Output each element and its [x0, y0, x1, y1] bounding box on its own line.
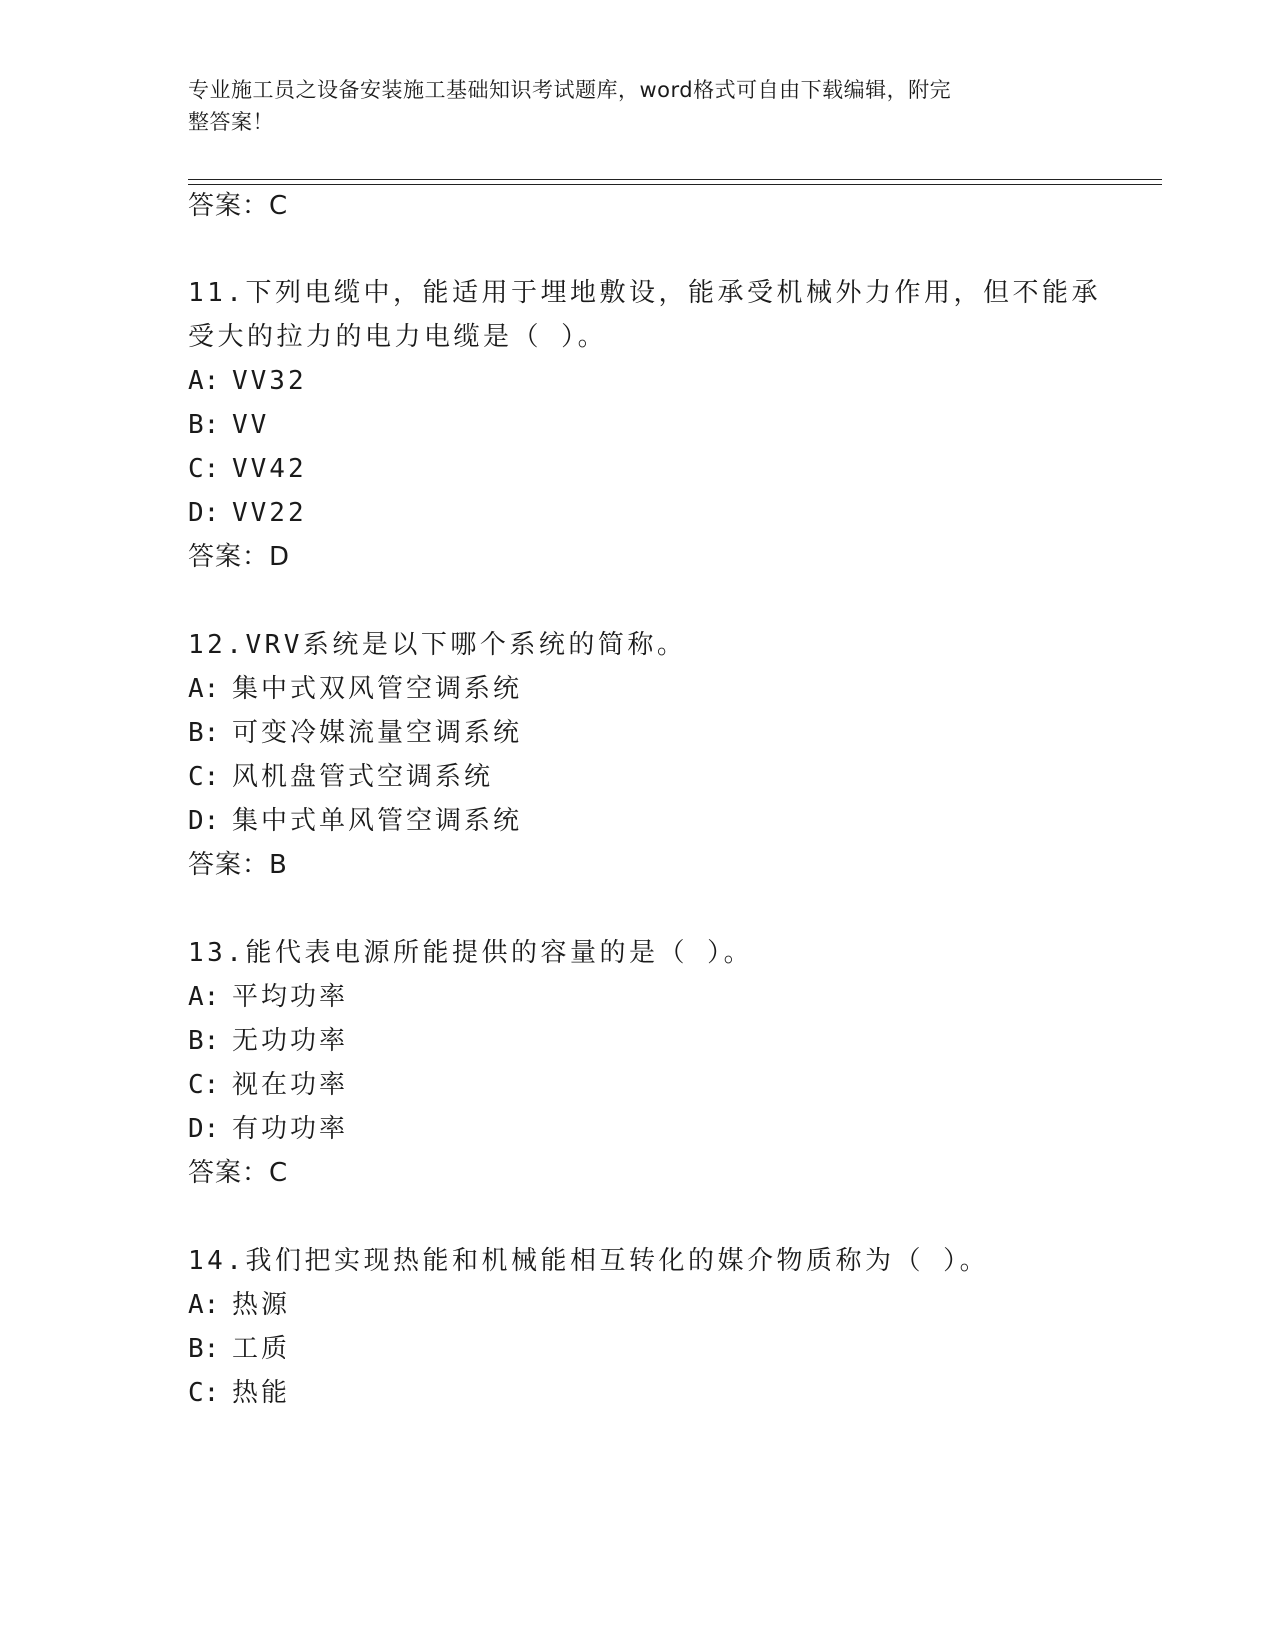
- question-13-option-b: B: 无功功率: [188, 1026, 349, 1056]
- question-14-option-b: B: 工质: [188, 1334, 291, 1364]
- answer-12: 答案：B: [188, 850, 288, 880]
- question-13-option-d: D: 有功功率: [188, 1114, 349, 1144]
- question-13-line-1: 13.能代表电源所能提供的容量的是（ ）。: [188, 938, 754, 968]
- question-11-option-b: B: VV: [188, 410, 270, 440]
- question-12-line-1: 12.VRV系统是以下哪个系统的简称。: [188, 630, 687, 660]
- answer-11: 答案：D: [188, 542, 291, 572]
- question-14-line-1: 14.我们把实现热能和机械能相互转化的媒介物质称为（ ）。: [188, 1246, 990, 1276]
- question-13-option-c: C: 视在功率: [188, 1070, 349, 1100]
- question-14-option-c: C: 热能: [188, 1378, 291, 1408]
- question-12-option-a: A: 集中式双风管空调系统: [188, 674, 523, 704]
- question-12-option-d: D: 集中式单风管空调系统: [188, 806, 523, 836]
- question-12-option-c: C: 风机盘管式空调系统: [188, 762, 494, 792]
- question-11-option-d: D: VV22: [188, 498, 307, 528]
- question-11-option-c: C: VV42: [188, 454, 307, 484]
- document-header: [188, 74, 1078, 138]
- question-14-option-a: A: 热源: [188, 1290, 291, 1320]
- header-line-2: 整答案！: [188, 110, 274, 134]
- header-divider-bottom: [188, 184, 1162, 185]
- answer-10: 答案：C: [188, 191, 289, 221]
- header-divider-top: [188, 179, 1162, 180]
- question-13-option-a: A: 平均功率: [188, 982, 349, 1012]
- header-line-1: 专业施工员之设备安装施工基础知识考试题库，word格式可自由下载编辑，附完: [188, 78, 952, 102]
- question-11-line-1: 11.下列电缆中，能适用于埋地敷设，能承受机械外力作用，但不能承: [188, 278, 1101, 308]
- question-11-line-2: 受大的拉力的电力电缆是（ ）。: [188, 322, 608, 352]
- question-12-option-b: B: 可变冷媒流量空调系统: [188, 718, 523, 748]
- answer-13: 答案：C: [188, 1158, 289, 1188]
- question-11-option-a: A: VV32: [188, 366, 307, 396]
